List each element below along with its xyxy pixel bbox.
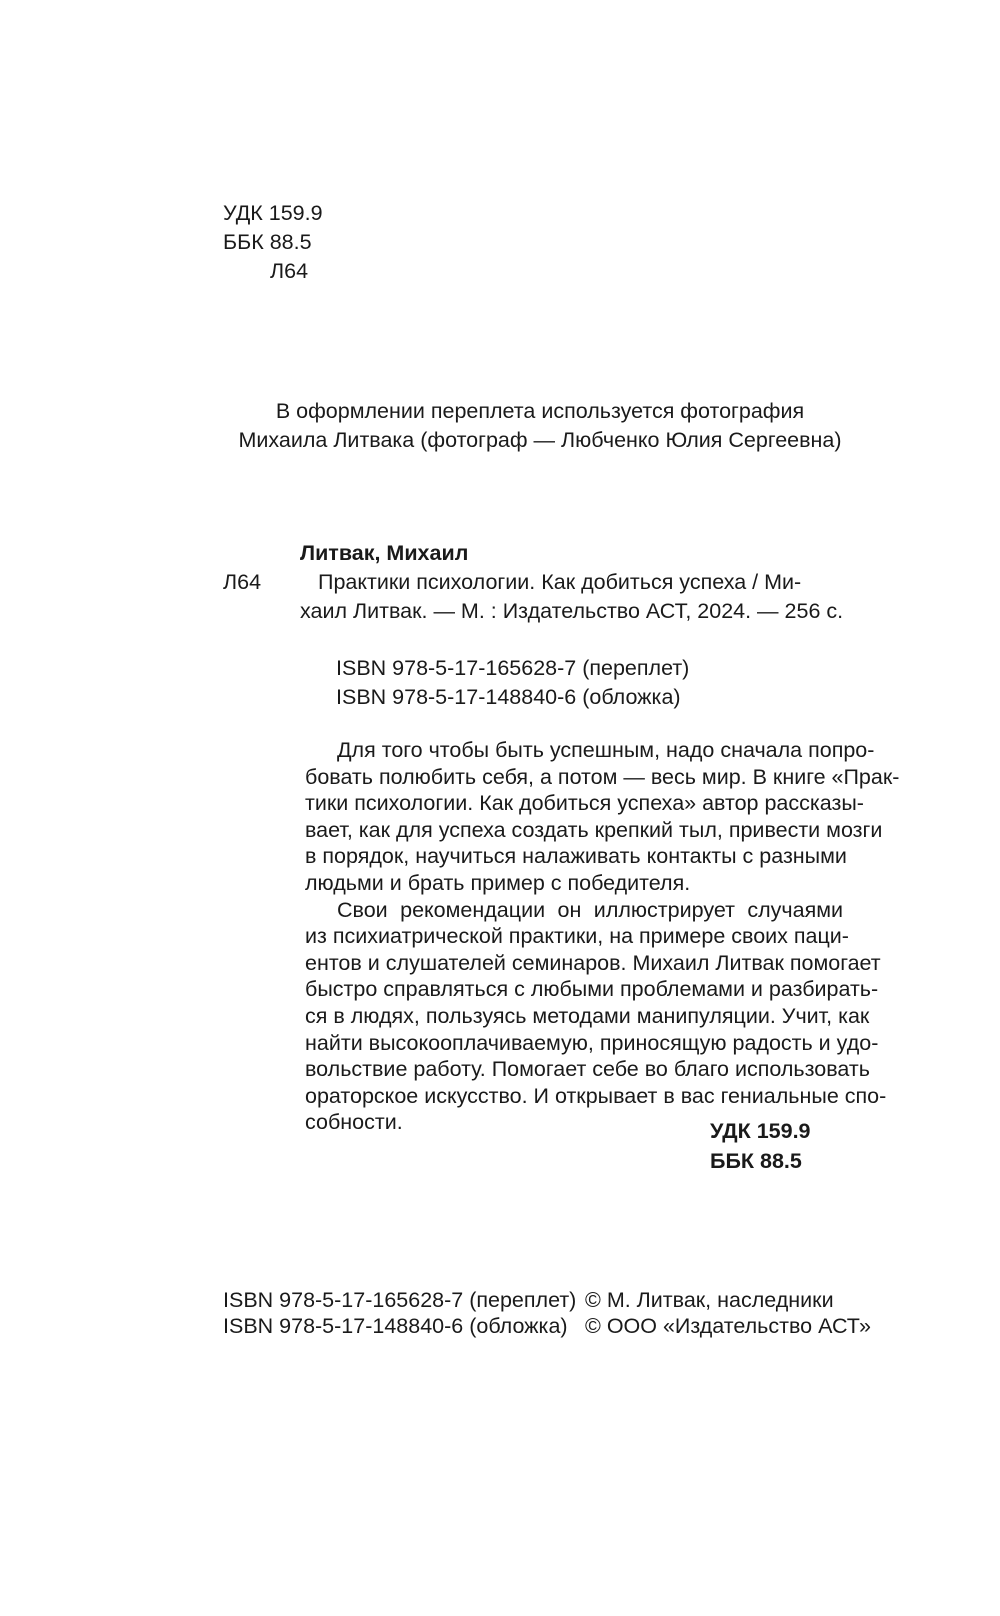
book-title-line-1: Практики психологии. Как добиться успеха / Ми- — [318, 570, 802, 594]
annotation-line: тики психологии. Как добиться успеха» автор рассказы- — [305, 791, 864, 816]
annotation-line: ораторское искусство. И открывает в вас гениальные спо- — [305, 1083, 887, 1108]
annotation-line: найти высокооплачиваемую, приносящую радость и удо- — [305, 1030, 879, 1055]
author-heading: Литвак, Михаил — [300, 541, 469, 565]
udk-code-bold: УДК 159.9 — [710, 1119, 811, 1143]
annotation-line: ся в людях, пользуясь методами манипуляции. Учит, как — [305, 1003, 870, 1028]
catalog-author-mark: Л64 — [223, 570, 262, 594]
cover-credit-line-1: В оформлении переплета используется фотография — [275, 399, 805, 423]
annotation-line: собности. — [305, 1110, 403, 1135]
isbn-softcover: ISBN 978-5-17-148840-6 (обложка) — [336, 685, 681, 709]
annotation-line: вает, как для успеха создать крепкий тыл, привести мозги — [305, 817, 883, 842]
annotation-line: вольствие работу. Помогает себе во благо использовать — [305, 1057, 870, 1082]
annotation-line: Свои рекомендации он иллюстрирует случаями — [337, 897, 843, 922]
footer-isbn-hardcover: ISBN 978-5-17-165628-7 (переплет) — [223, 1288, 577, 1312]
copyright-publisher: © ООО «Издательство АСТ» — [585, 1314, 871, 1338]
annotation-line: бовать полюбить себя, а потом — весь мир. В книге «Прак- — [305, 764, 900, 789]
author-mark: Л64 — [270, 259, 309, 283]
udk-code: УДК 159.9 — [223, 201, 323, 225]
annotation-line: Для того чтобы быть успешным, надо сначала попро- — [337, 738, 875, 762]
cover-credit-line-2: Михаила Литвака (фотограф — Любченко Юлия Сергеевна) — [238, 428, 842, 452]
bbk-code: ББК 88.5 — [223, 230, 312, 254]
isbn-hardcover: ISBN 978-5-17-165628-7 (переплет) — [336, 656, 690, 680]
annotation — [305, 737, 900, 1136]
bbk-code-bold: ББК 88.5 — [710, 1149, 802, 1173]
copyright-author: © М. Литвак, наследники — [585, 1288, 834, 1312]
annotation-line: быстро справляться с любыми проблемами и разбирать- — [305, 977, 879, 1002]
annotation-line: людьми и брать пример с победителя. — [305, 870, 691, 895]
book-title-line-2: хаил Литвак. — М. : Издательство АСТ, 2024. — 256 с. — [300, 599, 844, 623]
annotation-line: из психиатрической практики, на примере своих паци- — [305, 924, 849, 949]
annotation-line: в порядок, научиться налаживать контакты с разными — [305, 844, 847, 869]
annotation-line: ентов и слушателей семинаров. Михаил Литвак помогает — [305, 950, 881, 975]
footer-isbn-softcover: ISBN 978-5-17-148840-6 (обложка) — [223, 1314, 568, 1338]
